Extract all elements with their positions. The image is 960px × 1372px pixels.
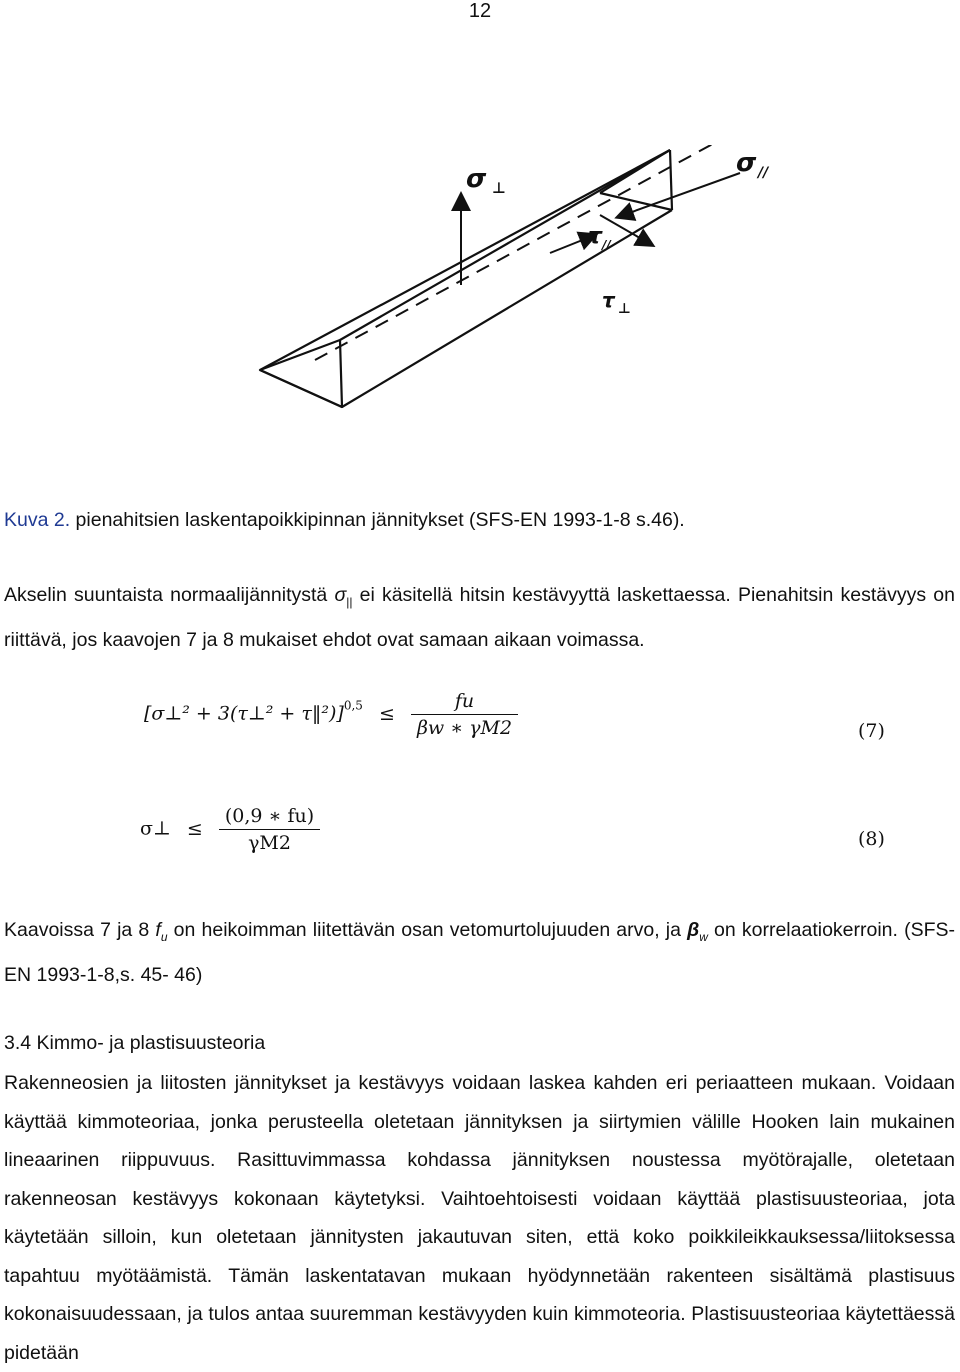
explanation-paragraph [4, 911, 955, 995]
label-sigma-perp-sub: ⊥ [492, 179, 506, 197]
explain-t3: on korrelaatiokerroin. (SFS-EN 1993-1-8,s. 45- 46) [4, 919, 956, 987]
eq7-numerator: fu [411, 690, 518, 715]
intro-paragraph [4, 576, 955, 660]
eq8-number: (8) [858, 828, 885, 850]
explain-w: w [699, 929, 708, 944]
label-tau-par-sub: // [602, 238, 611, 252]
intro-start: Akselin suuntaista normaalijännitystä [4, 584, 335, 606]
label-tau-perp: τ [602, 288, 615, 312]
eq7-denominator: βw ∗ γM2 [416, 717, 513, 739]
equation-8 [140, 805, 320, 854]
intro-end: ei käsitellä hitsin kestävyyttä laskettaessa. Pienahitsin kestävyys on riittävä, jos kaavojen 7 ja 8 mukaiset ehdot ovat samaan aikaan voimassa. [4, 584, 955, 652]
figure-caption [4, 509, 685, 532]
page-number: 12 [468, 0, 492, 22]
caption-text: pienahitsien laskentapoikkipinnan jännitykset (SFS-EN 1993-1-8 s.46). [70, 509, 685, 531]
eq8-lhs: σ⊥ [140, 817, 171, 840]
label-sigma-par: σ [736, 148, 757, 178]
label-sigma-par-sub: // [758, 165, 769, 181]
axis-dashed [315, 145, 720, 360]
explain-f: f [155, 919, 161, 941]
sigma-par-arrow [618, 173, 740, 217]
label-tau-perp-sub: ⊥ [618, 301, 631, 317]
eq7-fraction [411, 690, 518, 739]
eq7-number: (7) [858, 720, 885, 742]
label-tau-par: τ [588, 224, 603, 249]
eq8-leq: ≤ [186, 817, 203, 840]
back-vertical [670, 150, 672, 210]
equation-7 [144, 690, 518, 739]
edge-top [260, 150, 670, 370]
label-sigma-perp: σ [466, 164, 487, 194]
intro-sigma: σ [334, 584, 347, 606]
eq7-exponent: 0,5 [343, 698, 363, 713]
eq8-numerator: (0,9 ∗ fu) [219, 805, 320, 830]
eq7-lhs: [σ⊥² + 3(τ⊥² + τ‖²)] [144, 702, 344, 725]
back-lower-left2 [600, 150, 670, 193]
intro-sigma-sub: || [346, 594, 353, 609]
explain-beta: β [687, 919, 700, 941]
eq8-fraction [219, 805, 320, 854]
section-body: Rakenneosien ja liitosten jännitykset ja kestävyys voidaan laskea kahden eri periaatteen mukaan. Voidaan käyttää kimmoteoriaa, jonka perusteella oletetaan jännityksen ja siirtymien välille Hooken lain mukainen lineaarinen riippuvuus. Rasittuvimmassa kohdassa jännityksen noustessa myötörajalle, oletetaan rakenneosan kestävyys kokonaan käytetyksi. Vaihtoehtoisesti voidaan käyttää plastisuusteoriaa, jota käytetään silloin, kun oletetaan jännitysten jakautuvan siten, että koko poikkileikkauksessa/liitoksessa tapahtuu myötäämistä. Tämän laskentatavan mukaan hyödynnetään rakenteen sisältämä plastisuus kokonaisuudessaan, ja tulos antaa suuremman kestävyyden kuin kimmoteoria. Plastisuusteoriaa käytettäessä pidetään [4, 1072, 955, 1364]
caption-prefix: Kuva 2. [4, 509, 71, 531]
edge-back-lower [260, 370, 342, 407]
eq8-denominator: γM2 [248, 832, 291, 854]
explain-t2: on heikoimman liitettävän osan vetomurtolujuuden arvo, ja [167, 919, 688, 941]
explain-t1: Kaavoissa 7 ja 8 [4, 919, 156, 941]
front-triangle [260, 340, 342, 407]
explain-u: u [160, 929, 168, 944]
eq7-leq: ≤ [378, 702, 395, 725]
section-heading: 3.4 Kimmo- ja plastisuusteoria [4, 1032, 266, 1054]
weld-stress-figure [250, 145, 810, 475]
